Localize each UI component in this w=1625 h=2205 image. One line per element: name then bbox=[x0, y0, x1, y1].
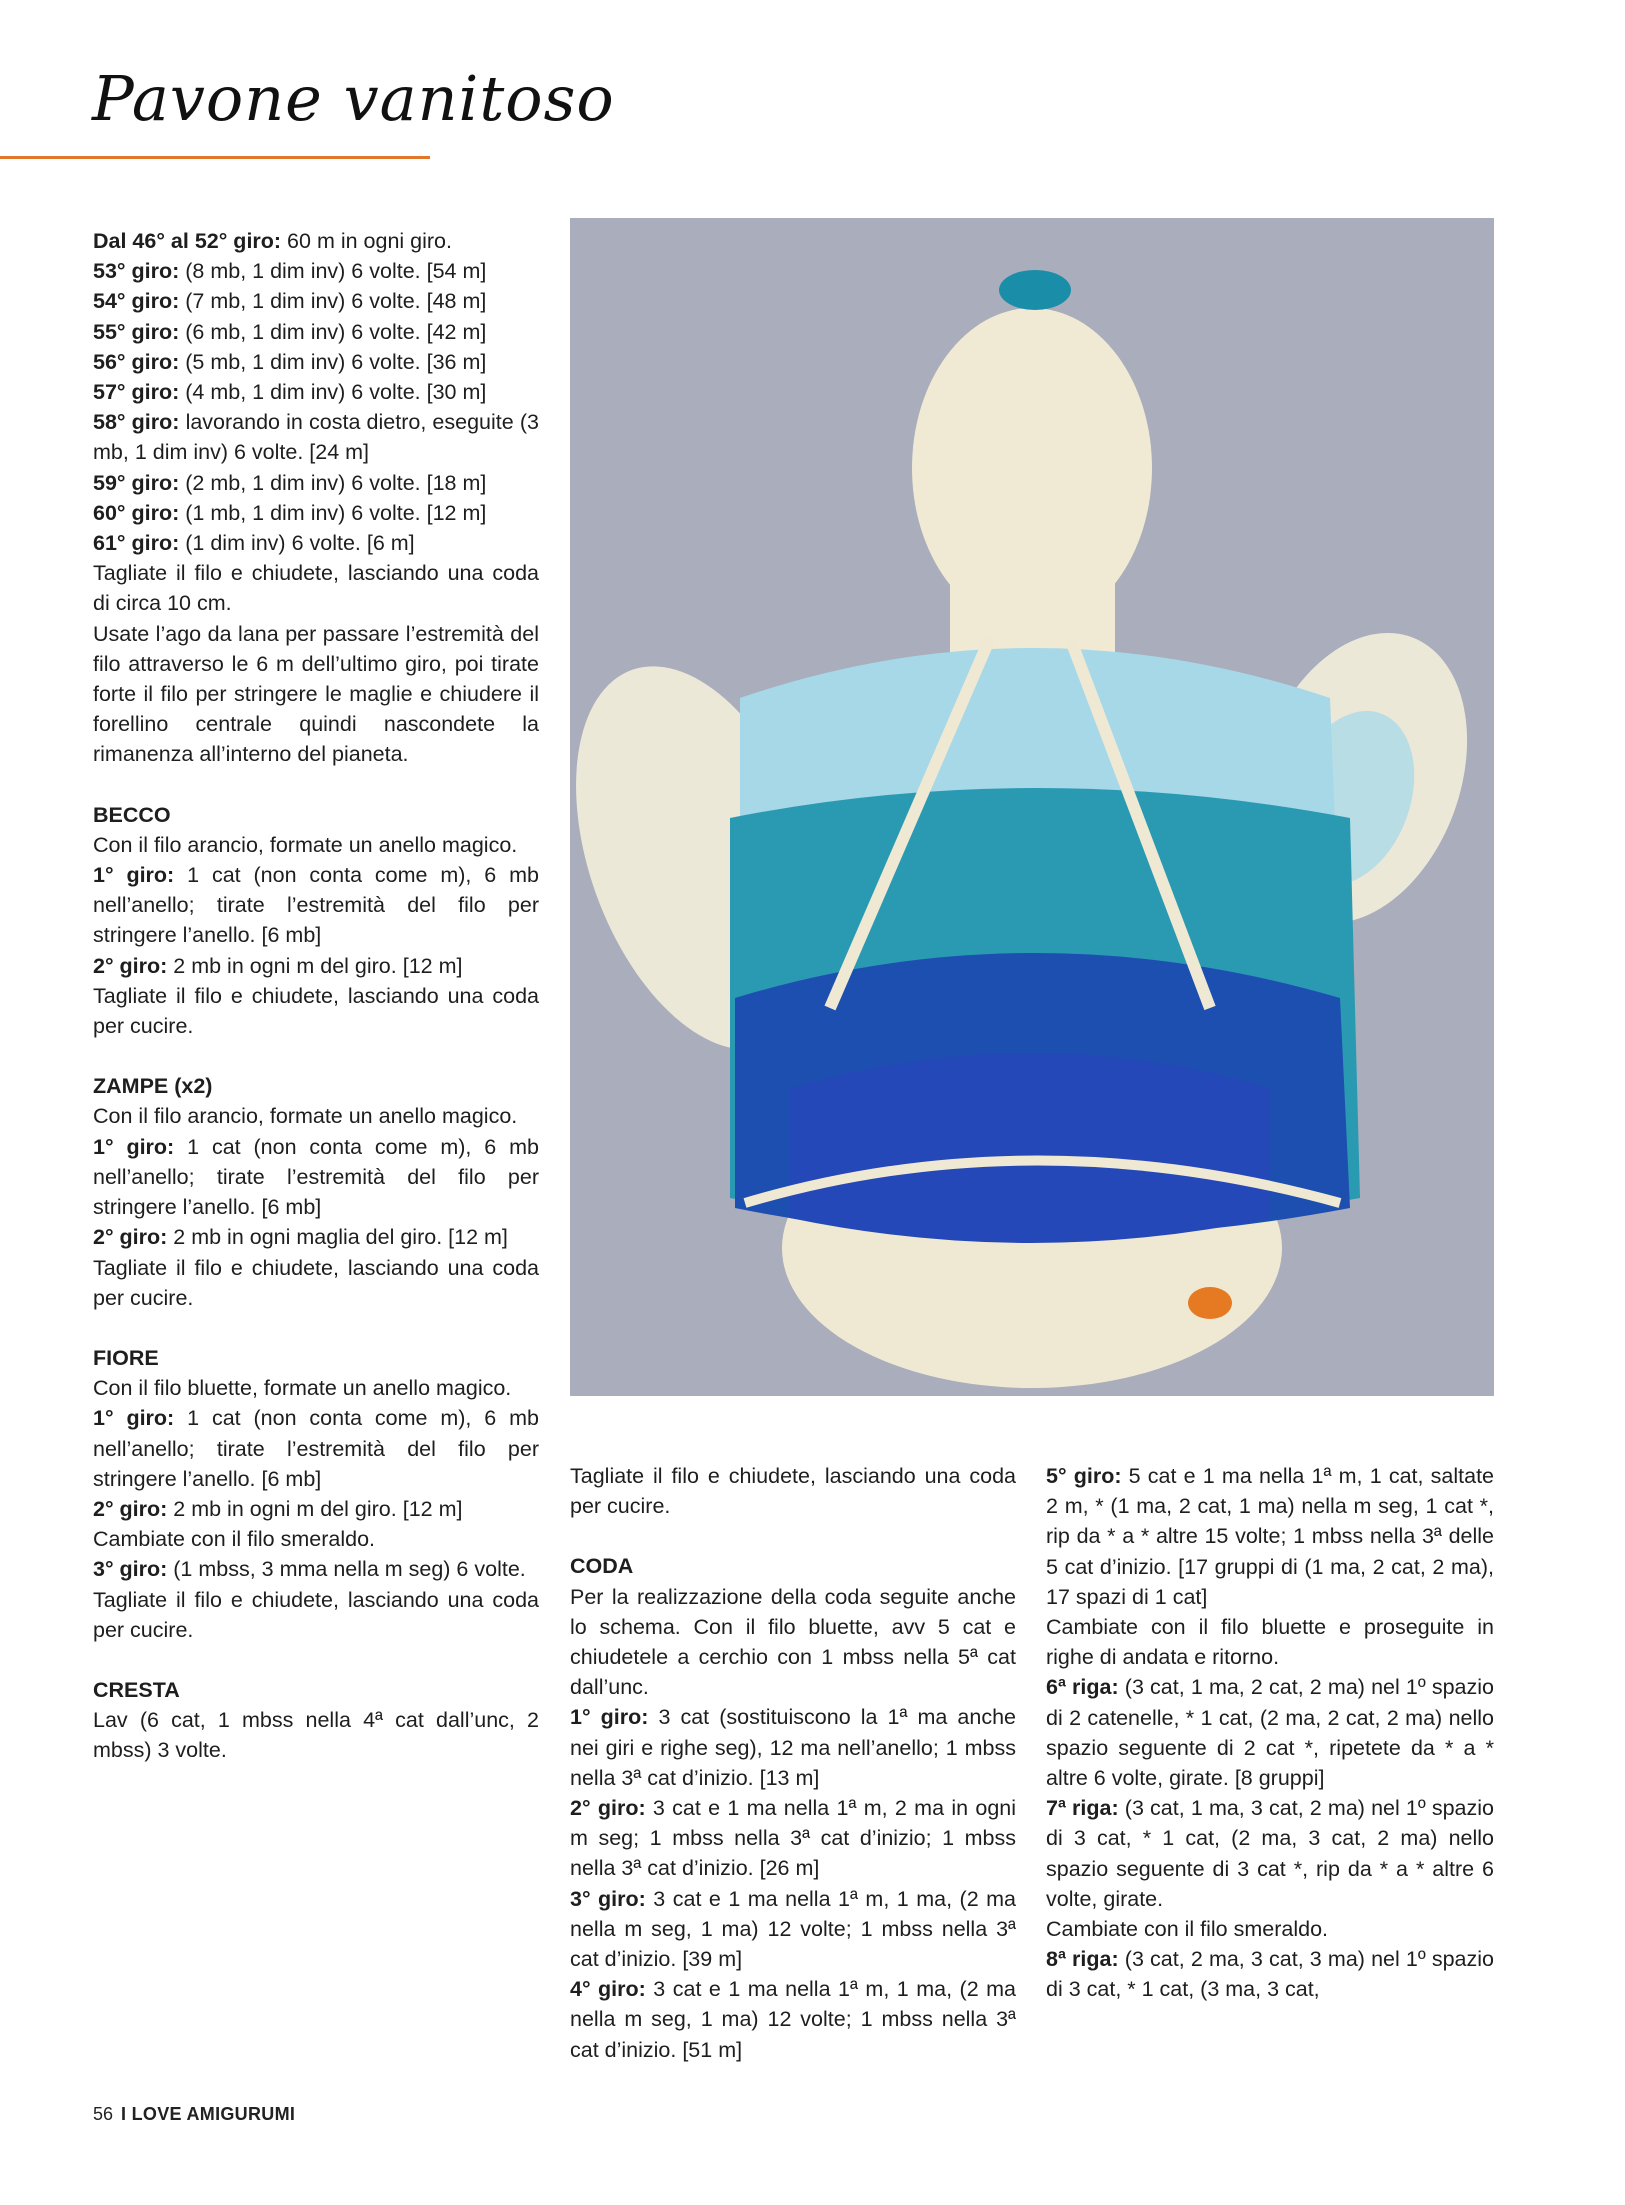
instruction-paragraph bbox=[570, 1793, 1016, 1884]
instruction-paragraph bbox=[93, 286, 539, 316]
instruction-paragraph bbox=[93, 1373, 539, 1403]
section-heading-text: ZAMPE (x2) bbox=[93, 1074, 213, 1099]
instruction-paragraph bbox=[93, 830, 539, 860]
instruction-text: (7 mb, 1 dim inv) 6 volte. [48 m] bbox=[179, 289, 487, 314]
instruction-text: Usate l’ago da lana per passare l’estremità del filo attraverso le 6 m dell’ultimo giro, poi tirate forte il filo per stringere le maglie e chiudere il forellino centrale quindi nascondete la rimanenza all’interno del pianeta. bbox=[93, 621, 539, 767]
instruction-text: 3 cat e 1 ma nella 1ª m, 2 ma in ogni m seg; 1 mbss nella 3ª cat d’inizio; 1 mbss nella 3ª cat d’inizio. [26 m] bbox=[570, 1796, 1017, 1881]
magazine-name: I LOVE AMIGURUMI bbox=[121, 2104, 296, 2124]
round-label: 1° giro: bbox=[93, 1134, 175, 1159]
round-label: Dal 46° al 52° giro: bbox=[93, 229, 282, 253]
instruction-paragraph bbox=[93, 1101, 539, 1131]
page-title: Pavone vanitoso bbox=[92, 62, 615, 135]
instruction-paragraph bbox=[93, 1585, 539, 1645]
instruction-paragraph bbox=[93, 377, 539, 407]
round-label: 53° giro: bbox=[93, 259, 180, 284]
amigurumi-photo bbox=[570, 218, 1494, 1396]
instruction-paragraph bbox=[570, 1461, 1016, 1521]
instruction-text: 3 cat e 1 ma nella 1ª m, 1 ma, (2 ma nella m seg, 1 ma) 12 volte; 1 mbss nella 3ª cat d’inizio. [51 m] bbox=[570, 1977, 1017, 2062]
instruction-text: 1 cat (non conta come m), 6 mb nell’anello; tirate l’estremità del filo per stringere l’anello. [6 mb] bbox=[93, 863, 540, 948]
instruction-paragraph bbox=[570, 1884, 1016, 1975]
round-label: 57° giro: bbox=[93, 380, 180, 405]
instruction-text: 1 cat (non conta come m), 6 mb nell’anello; tirate l’estremità del filo per stringere l’anello. [6 mb] bbox=[93, 1406, 540, 1491]
round-label: 4° giro: bbox=[570, 1977, 646, 2002]
section-heading bbox=[570, 1551, 1016, 1581]
section-heading-text: FIORE bbox=[93, 1345, 159, 1370]
instruction-paragraph bbox=[93, 1494, 539, 1524]
page-number: 56 bbox=[93, 2104, 114, 2124]
instruction-paragraph bbox=[1046, 1793, 1494, 1914]
instruction-paragraph bbox=[93, 1222, 539, 1252]
instruction-text: (3 cat, 2 ma, 3 cat, 3 ma) nel 1º spazio di 3 cat, * 1 cat, (3 ma, 3 cat, bbox=[1046, 1947, 1494, 2002]
round-label: 5° giro: bbox=[1046, 1464, 1122, 1488]
text-column-1 bbox=[93, 226, 539, 1766]
instruction-paragraph bbox=[1046, 1672, 1494, 1793]
section-heading bbox=[93, 800, 539, 830]
section-heading-text: CRESTA bbox=[93, 1677, 180, 1702]
instruction-text: (1 mb, 1 dim inv) 6 volte. [12 m] bbox=[179, 500, 487, 525]
text-column-3 bbox=[1046, 1461, 1494, 2005]
instruction-paragraph bbox=[93, 226, 539, 256]
instruction-text: Con il filo arancio, formate un anello magico. bbox=[93, 1104, 518, 1129]
instruction-paragraph bbox=[93, 468, 539, 498]
instruction-text: (6 mb, 1 dim inv) 6 volte. [42 m] bbox=[179, 319, 487, 344]
instruction-paragraph bbox=[93, 1253, 539, 1313]
instruction-paragraph bbox=[93, 981, 539, 1041]
instruction-paragraph bbox=[93, 317, 539, 347]
instruction-text: 2 mb in ogni maglia del giro. [12 m] bbox=[167, 1225, 508, 1250]
round-label: 2° giro: bbox=[93, 953, 168, 978]
instruction-paragraph bbox=[93, 1403, 539, 1494]
section-heading-text: CODA bbox=[570, 1554, 634, 1579]
instruction-paragraph bbox=[1046, 1914, 1494, 1944]
round-label: 1° giro: bbox=[570, 1705, 649, 1730]
section-heading bbox=[93, 1675, 539, 1705]
instruction-paragraph bbox=[93, 498, 539, 528]
instruction-text: 3 cat e 1 ma nella 1ª m, 1 ma, (2 ma nella m seg, 1 ma) 12 volte; 1 mbss nella 3ª cat d’inizio. [39 m] bbox=[570, 1886, 1017, 1972]
page-footer bbox=[93, 2104, 295, 2125]
instruction-text: Tagliate il filo e chiudete, lasciando una coda per cucire. bbox=[93, 1255, 539, 1310]
round-label: 55° giro: bbox=[93, 319, 180, 344]
round-label: 2° giro: bbox=[570, 1796, 646, 1821]
instruction-text: Per la realizzazione della coda seguite anche lo schema. Con il filo bluette, avv 5 cat e chiudetele a cerchio con 1 mbss nella 5ª cat dall’unc. bbox=[570, 1584, 1016, 1700]
instruction-text: Cambiate con il filo smeraldo. bbox=[1046, 1917, 1329, 1942]
round-label: 60° giro: bbox=[93, 500, 180, 525]
round-label: 3° giro: bbox=[570, 1886, 646, 1911]
round-label: 3° giro: bbox=[93, 1557, 168, 1582]
instruction-text: (2 mb, 1 dim inv) 6 volte. [18 m] bbox=[179, 470, 487, 495]
instruction-paragraph bbox=[93, 1524, 539, 1554]
instruction-text: (8 mb, 1 dim inv) 6 volte. [54 m] bbox=[179, 259, 487, 284]
instruction-paragraph bbox=[1046, 1461, 1494, 1612]
round-label: 7ª riga: bbox=[1046, 1796, 1119, 1821]
instruction-text: (1 dim inv) 6 volte. [6 m] bbox=[179, 531, 415, 556]
instruction-paragraph bbox=[93, 619, 539, 770]
round-label: 54° giro: bbox=[93, 289, 180, 314]
round-label: 1° giro: bbox=[93, 863, 175, 888]
round-label: 8ª riga: bbox=[1046, 1947, 1119, 1972]
instruction-text: (3 cat, 1 ma, 3 cat, 2 ma) nel 1º spazio di 3 cat, * 1 cat, (2 ma, 3 cat, 2 ma) nello spazio seguente di 3 cat *, rip da * a * altre 6 volte, girate. bbox=[1046, 1796, 1494, 1911]
instruction-paragraph bbox=[93, 1554, 539, 1584]
round-label: 2° giro: bbox=[93, 1496, 168, 1521]
instruction-text: Tagliate il filo e chiudete, lasciando una coda di circa 10 cm. bbox=[93, 561, 539, 616]
instruction-paragraph bbox=[93, 407, 539, 467]
round-label: 61° giro: bbox=[93, 531, 180, 556]
instruction-text: 3 cat (sostituiscono la 1ª ma anche nei giri e righe seg), 12 ma nell’anello; 1 mbss nella 3ª cat d’inizio. [13 m] bbox=[570, 1705, 1016, 1790]
instruction-text: Con il filo bluette, formate un anello magico. bbox=[93, 1376, 512, 1401]
instruction-text: 2 mb in ogni m del giro. [12 m] bbox=[167, 953, 463, 978]
round-label: 1° giro: bbox=[93, 1406, 175, 1431]
section-heading-text: BECCO bbox=[93, 802, 171, 827]
section-heading bbox=[93, 1071, 539, 1101]
instruction-text: (5 mb, 1 dim inv) 6 volte. [36 m] bbox=[179, 349, 487, 374]
instruction-paragraph bbox=[93, 951, 539, 981]
instruction-paragraph bbox=[93, 347, 539, 377]
instruction-paragraph bbox=[93, 860, 539, 951]
instruction-text: Tagliate il filo e chiudete, lasciando una coda per cucire. bbox=[93, 983, 539, 1039]
instruction-paragraph bbox=[93, 1705, 539, 1765]
round-label: 2° giro: bbox=[93, 1225, 168, 1250]
round-label: 56° giro: bbox=[93, 349, 180, 374]
instruction-paragraph bbox=[93, 528, 539, 558]
text-column-2 bbox=[570, 1461, 1016, 2065]
instruction-text: (3 cat, 1 ma, 2 cat, 2 ma) nel 1º spazio di 2 catenelle, * 1 cat, (2 ma, 2 cat, 2 ma) nello spazio seguente di 2 cat *, ripetete da * a * altre 6 volte, girate. [8 gruppi] bbox=[1046, 1675, 1494, 1791]
peacock-illustration bbox=[570, 218, 1494, 1396]
instruction-paragraph bbox=[93, 1132, 539, 1223]
round-label: 59° giro: bbox=[93, 470, 180, 495]
instruction-text: 1 cat (non conta come m), 6 mb nell’anello; tirate l’estremità del filo per stringere l’anello. [6 mb] bbox=[93, 1134, 540, 1220]
instruction-paragraph bbox=[570, 1702, 1016, 1793]
instruction-paragraph bbox=[570, 1582, 1016, 1703]
instruction-text: Cambiate con il filo bluette e proseguite in righe di andata e ritorno. bbox=[1046, 1615, 1494, 1670]
instruction-text: 60 m in ogni giro. bbox=[281, 229, 452, 253]
instruction-text: Con il filo arancio, formate un anello magico. bbox=[93, 832, 518, 857]
instruction-text: (1 mbss, 3 mma nella m seg) 6 volte. bbox=[167, 1557, 526, 1582]
instruction-text: Tagliate il filo e chiudete, lasciando una coda per cucire. bbox=[570, 1464, 1016, 1519]
instruction-paragraph bbox=[93, 558, 539, 618]
round-label: 58° giro: bbox=[93, 410, 180, 435]
instruction-text: lavorando in costa dietro, eseguite (3 mb, 1 dim inv) 6 volte. [24 m] bbox=[93, 410, 539, 465]
section-heading bbox=[93, 1343, 539, 1373]
instruction-text: 2 mb in ogni m del giro. [12 m] bbox=[167, 1496, 463, 1521]
title-underline bbox=[0, 156, 430, 159]
instruction-paragraph bbox=[1046, 1612, 1494, 1672]
instruction-paragraph bbox=[93, 256, 539, 286]
instruction-text: Lav (6 cat, 1 mbss nella 4ª cat dall’unc, 2 mbss) 3 volte. bbox=[93, 1708, 539, 1763]
instruction-text: (4 mb, 1 dim inv) 6 volte. [30 m] bbox=[179, 380, 487, 405]
instruction-text: Tagliate il filo e chiudete, lasciando una coda per cucire. bbox=[93, 1587, 539, 1642]
instruction-paragraph bbox=[570, 1974, 1016, 2065]
round-label: 6ª riga: bbox=[1046, 1675, 1119, 1700]
instruction-text: 5 cat e 1 ma nella 1ª m, 1 cat, saltate 2 m, * (1 ma, 2 cat, 1 ma) nella m seg, 1 cat *, rip da * a * altre 15 volte; 1 mbss nella 3ª delle 5 cat d’inizio. [17 gruppi di (1 ma, 2 cat, 2 ma), 17 spazi di 1 cat] bbox=[1046, 1464, 1494, 1609]
instruction-paragraph bbox=[1046, 1944, 1494, 2004]
instruction-text: Cambiate con il filo smeraldo. bbox=[93, 1527, 376, 1552]
